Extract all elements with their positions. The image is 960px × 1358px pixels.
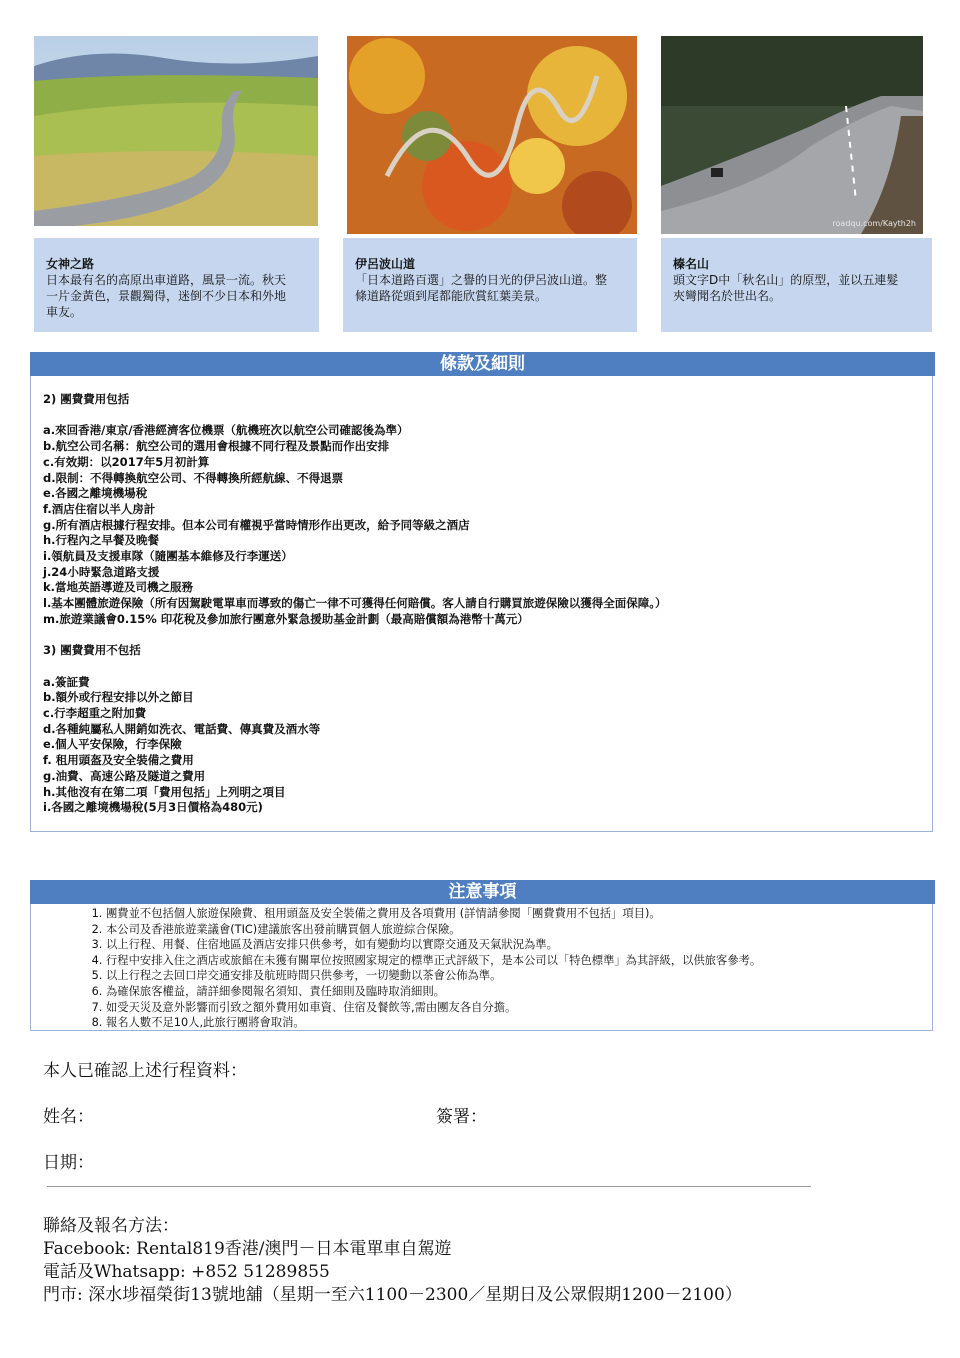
note-item: 3. 以上行程、用餐、住宿地區及酒店安排只供參考，如有變動均以實際交通及天氣狀況為準。 — [106, 937, 932, 953]
note-item: 1. 團費並不包括個人旅遊保險費、租用頭盔及安全裝備之費用及各項費用 (詳情請參閱「團費費用不包括」項目)。 — [106, 906, 932, 922]
name-label: 姓名： — [43, 1107, 94, 1127]
contact-phone: 電話及Whatsapp: +852 51289855 — [43, 1262, 330, 1282]
caption-line: 日本最有名的高原出車道路，風景一流。秋天 — [46, 273, 287, 287]
included-item: b.航空公司名稱：航空公司的選用會根據不同行程及景點而作出安排 — [43, 439, 390, 454]
caption-title: 女神之路 — [46, 257, 95, 271]
photo-irohazaka — [347, 36, 637, 234]
note-item: 8. 報名人數不足10人,此旅行團將會取消。 — [106, 1015, 932, 1031]
included-title: 2) 團費費用包括 — [43, 392, 130, 406]
contact-facebook: Facebook: Rental819香港/澳門－日本電單車自駕遊 — [43, 1239, 452, 1259]
contact-title: 聯絡及報名方法： — [43, 1216, 179, 1236]
excluded-item: h.其他沒有在第二項「費用包括」上列明之項目 — [43, 784, 286, 799]
caption-line: 一片金黃色，景觀獨得，迷倒不少日本和外地 — [46, 289, 287, 303]
caption-line: 「日本道路百選」之譽的日光的伊呂波山道。整 — [355, 273, 608, 287]
included-item: e.各國之離境機場稅 — [43, 486, 148, 501]
terms-heading: 條款及細則 — [30, 352, 935, 376]
contact-block — [43, 1215, 742, 1307]
caption-goddess-road — [34, 238, 319, 332]
included-item: f.酒店住宿以半人房計 — [43, 501, 156, 516]
caption-mount-haruna — [661, 238, 932, 332]
included-item: a.來回香港/東京/香港經濟客位機票（航機班次以航空公司確認後為準） — [43, 423, 409, 438]
caption-irohazaka — [343, 238, 637, 332]
included-item: h.行程內之早餐及晚餐 — [43, 533, 160, 548]
note-item: 4. 行程中安排入住之酒店或旅館在未獲有關單位按照國家規定的標準正式評級下，是本公司以「特色標準」為其評級，以供旅客參考。 — [106, 953, 932, 969]
photo-mount-haruna — [661, 36, 923, 234]
included-item: c.有效期：以2017年5月初計算 — [43, 454, 210, 469]
contact-shop: 門市: 深水埗福榮街13號地舖（星期一至六1100－2300／星期日及公眾假期1200－2100） — [43, 1285, 742, 1305]
excluded-item: d.各種純屬私人開銷如洗衣、電話費、傳真費及酒水等 — [43, 721, 321, 736]
notes-box — [30, 904, 933, 1031]
terms-box — [30, 376, 933, 832]
caption-title: 伊呂波山道 — [355, 257, 416, 271]
caption-line: 條道路從頭到尾都能欣賞紅葉美景。 — [355, 289, 548, 303]
included-item: l.基本團體旅遊保險（所有因駕駛電單車而導致的傷亡一律不可獲得任何賠償。客人請自行購買旅遊保險以獲得全面保障。） — [43, 596, 667, 611]
caption-title: 榛名山 — [673, 257, 710, 271]
note-item: 6. 為確保旅客權益，請詳細參閱報名須知、責任細則及臨時取消細則。 — [106, 984, 932, 1000]
included-item: i.領航員及支援車隊（隨團基本維修及行李運送） — [43, 549, 293, 564]
included-item: d.限制：不得轉換航空公司、不得轉換所經航線、不得退票 — [43, 470, 344, 485]
excluded-item: b.額外或行程安排以外之節目 — [43, 690, 194, 705]
note-item: 2. 本公司及香港旅遊業議會(TIC)建議旅客出發前購買個人旅遊綜合保險。 — [106, 922, 932, 938]
notes-heading: 注意事項 — [30, 880, 935, 904]
excluded-item: c.行李超重之附加費 — [43, 706, 147, 721]
caption-line: 車友。 — [46, 305, 83, 319]
included-item: k.當地英語導遊及司機之服務 — [43, 580, 194, 595]
caption-line: 頭文字D中「秋名山」的原型，並以五連髮 — [673, 273, 899, 287]
excluded-item: f. 租用頭盔及安全裝備之費用 — [43, 753, 194, 768]
divider-line — [47, 1186, 811, 1187]
caption-line: 夾彎聞名於世出名。 — [673, 289, 782, 303]
notes-list — [31, 906, 932, 1031]
included-item: j.24小時緊急道路支援 — [43, 564, 160, 579]
included-item: g.所有酒店根據行程安排。但本公司有權視乎當時情形作出更改，給予同等級之酒店 — [43, 517, 470, 532]
excluded-item: a.簽証費 — [43, 674, 90, 689]
excluded-item: e.個人平安保險，行李保險 — [43, 737, 182, 752]
confirmation-statement: 本人已確認上述行程資料： — [43, 1061, 247, 1081]
excluded-item: g.油費、高速公路及隧道之費用 — [43, 768, 206, 783]
excluded-item: i.各國之離境機場稅(5月3日價格為480元) — [43, 800, 263, 815]
excluded-title: 3) 團費費用不包括 — [43, 643, 141, 658]
note-item: 7. 如受天災及意外影響而引致之額外費用如車資、住宿及餐飲等,需由團友各自分擔。 — [106, 1000, 932, 1016]
photo-goddess-road — [34, 36, 318, 226]
photo-watermark: roadqu.com/Kayth2h — [832, 219, 916, 228]
note-item: 5. 以上行程之去回口岸交通安排及航班時間只供參考，一切變動以茶會公佈為準。 — [106, 968, 932, 984]
included-item: m.旅遊業議會0.15% 印花稅及參加旅行團意外緊急援助基金計劃（最高賠償額為港幣十萬元） — [43, 611, 529, 626]
signature-label: 簽署： — [436, 1107, 487, 1127]
date-label: 日期： — [43, 1153, 94, 1173]
